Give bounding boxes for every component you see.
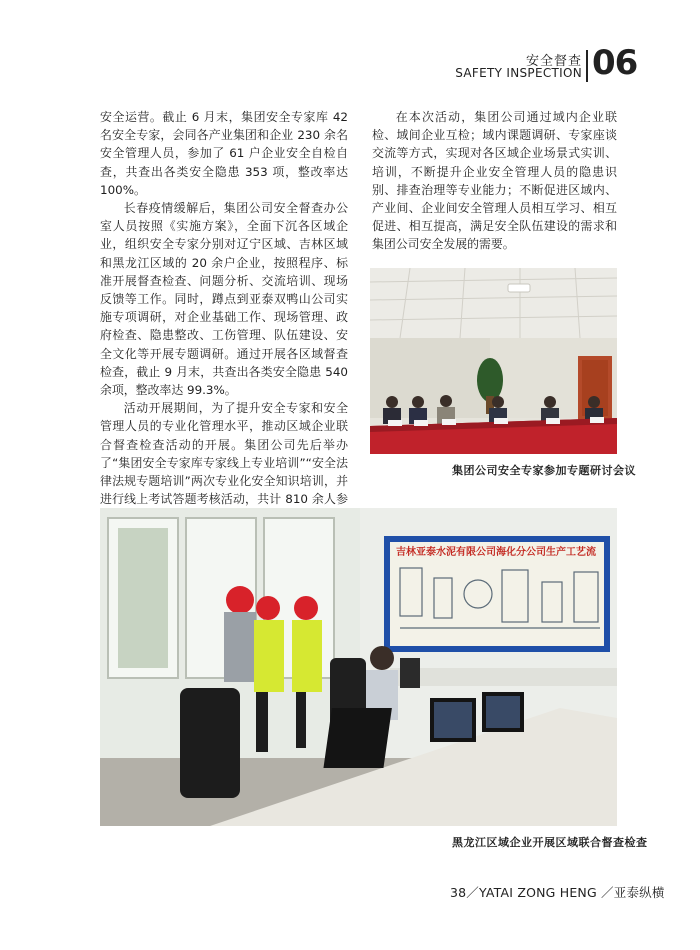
process-sign-text: 吉林亚泰水泥有限公司海化分公司生产工艺流 <box>396 547 596 558</box>
meeting-photo-caption: 集团公司安全专家参加专题研讨会议 <box>452 464 636 477</box>
left-column <box>100 108 348 527</box>
meeting-photo <box>370 268 617 454</box>
section-title-en: SAFETY INSPECTION <box>455 66 582 80</box>
left-paragraph-3: 活动开展期间，为了提升安全专家和安全管理人员的专业化管理水平，推动区域企业联合督查检查活动的开展。集团公司先后举办了“集团安全专家库专家线上专业培训”“安全法律法规专题培训”两次专业化安全知识培训，并进行线上考试答题考核活动，共计 810 余人参 <box>100 401 348 507</box>
control-room-photo-caption: 黑龙江区域企业开展区域联合督查检查 <box>452 836 648 849</box>
right-paragraph-1: 在本次活动，集团公司通过域内企业联检、域间企业互检；域内课题调研、专家座谈交流等方式，实现对各区域企业场景式实训、培训，不断提升企业安全管理人员的隐患识别、排查治理等专业能力；不断促进区域内、产业间、企业间安全管理人员相互学习、相互促进、相互提高，满足安全队伍建设的需求和集团公司安全发展的需要。 <box>372 110 617 252</box>
section-number: 06 <box>592 43 638 83</box>
right-column <box>372 108 617 254</box>
section-title-zh: 安全督查 <box>525 54 582 69</box>
page-footer: 38／YATAI ZONG HENG ／亚泰纵横 <box>450 885 665 900</box>
left-paragraph-1: 安全运营。截止 6 月末，集团安全专家库 42 名安全专家，会同各产业集团和企业 230 余名安全管理人员，参加了 61 户企业安全自检自查，共查出各类安全隐患 353 项，整改率达 100%。 <box>100 110 348 197</box>
control-room-photo <box>100 508 617 826</box>
left-paragraph-2: 长春疫情缓解后，集团公司安全督查办公室人员按照《实施方案》，全面下沉各区域企业，组织安全专家分别对辽宁区域、吉林区域和黑龙江区域的 20 余户企业，按照程序、标准开展督查检查、问题分析、交流培训、现场反馈等工作。同时，蹲点到亚泰双鸭山公司实施专项调研，对企业基础工作、现场管理、政府检查、隐患整改、工伤管理、队伍建设、安全文化等开展专题调研。通过开展各区域督查检查，截止 9 月末，共查出各类安全隐患 540 余项，整改率达 99.3%。 <box>100 201 348 398</box>
header-divider <box>586 50 588 82</box>
